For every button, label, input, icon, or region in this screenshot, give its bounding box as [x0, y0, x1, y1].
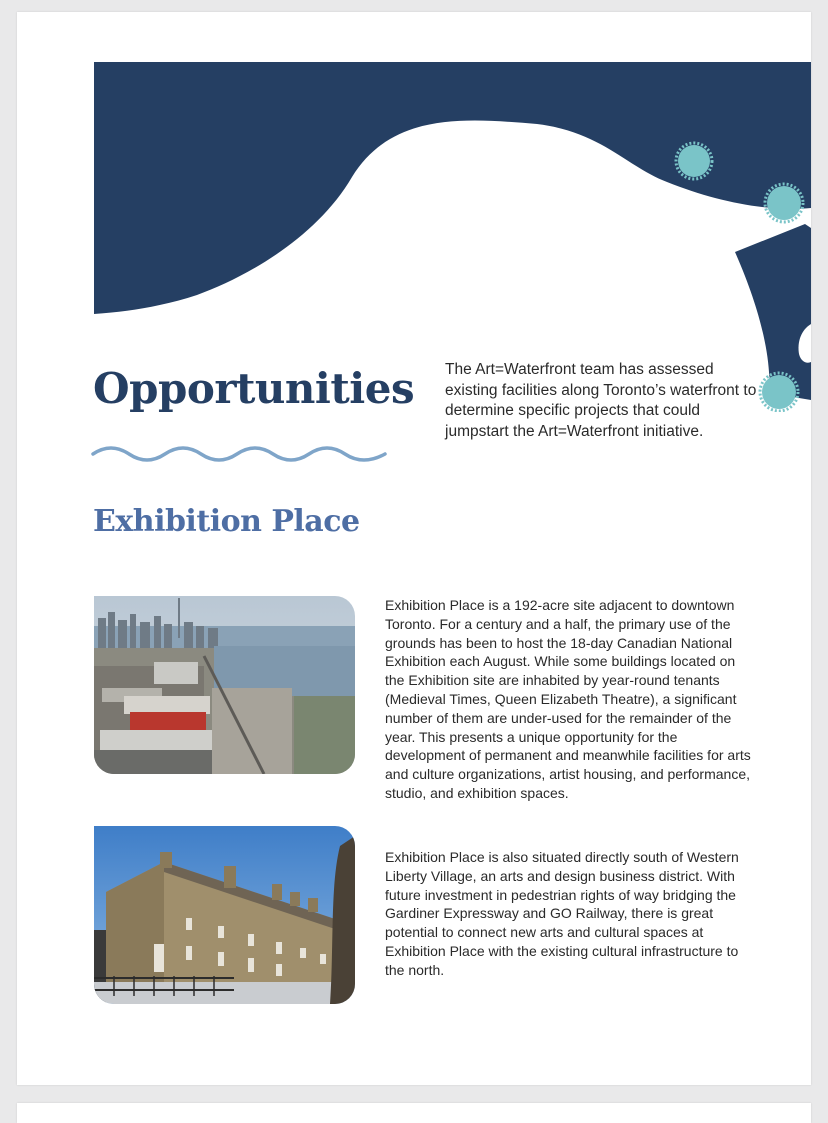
decorative-banner	[17, 12, 811, 412]
page-title: Opportunities	[93, 364, 415, 413]
intro-text: The Art=Waterfront team has assessed existing facilities along Toronto’s waterfront to determine specific projects that could jumpstart the Art=Waterfront initiative.	[445, 361, 757, 440]
building-photo	[94, 826, 355, 1004]
wavy-divider	[91, 442, 387, 466]
body-paragraph-2: Exhibition Place is also situated directly south of Western Liberty Village, an arts and design business district. With future investment in pedestrian rights of way bridging the Gardiner Expressway and GO Railway, there is great potential to connect new arts and cultural spaces at Exhibition Place with the existing cultural infrastructure to the north.	[385, 849, 739, 978]
aerial-photo	[94, 596, 355, 774]
section-title: Exhibition Place	[93, 504, 360, 539]
next-page-edge	[17, 1103, 811, 1123]
banner-blob	[94, 62, 811, 314]
body-paragraph-1: Exhibition Place is a 192-acre site adjacent to downtown Toronto. For a century and a half, the primary use of the grounds has been to host the 18-day Canadian National Exhibition each August. While some buildings located on the Exhibition site are inhabited by year-round tenants (Medieval Times, Queen Elizabeth Theatre), a significant number of them are under-used for the remainder of the year. This presents a unique opportunity for the development of permanent and meanwhile facilities for arts and culture organizations, artist housing, and performance, studio, and exhibition spaces.	[385, 597, 751, 801]
document-page	[17, 12, 811, 1085]
